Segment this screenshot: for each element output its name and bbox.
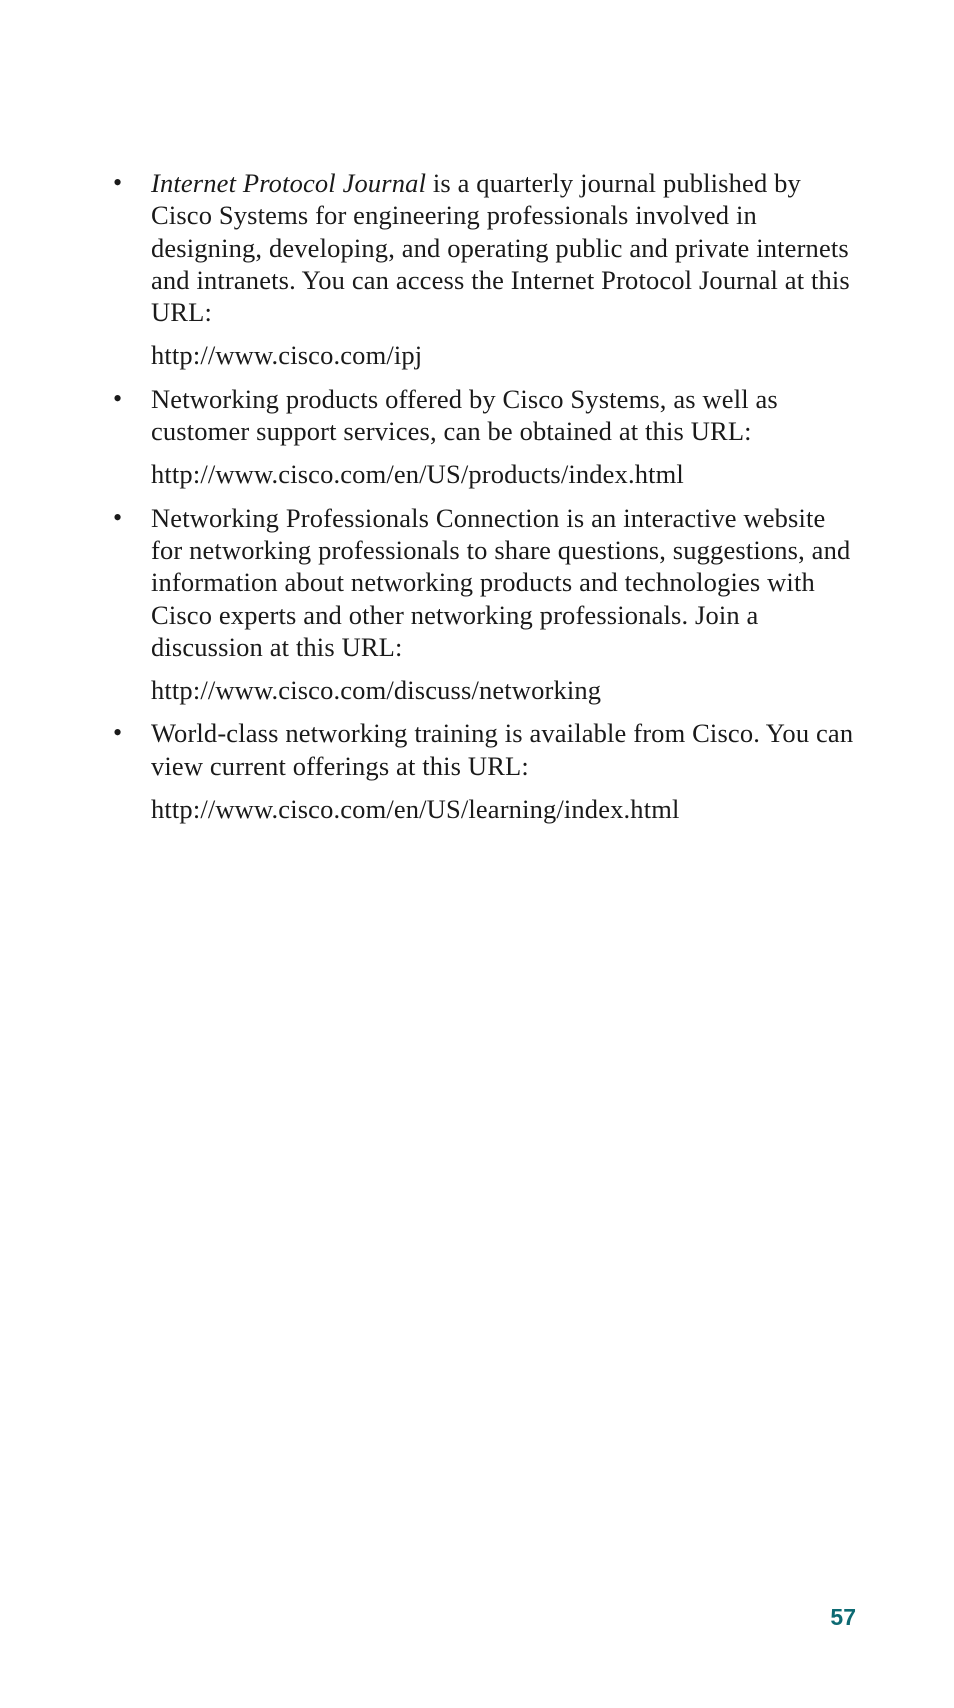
bullet-icon: • <box>113 718 123 748</box>
list-item-internet-protocol-journal <box>113 167 858 328</box>
list-item-text: Networking products offered by Cisco Systems, as well as customer support services, can be obtained at this URL: <box>151 383 778 447</box>
list-item-training <box>113 717 858 782</box>
bullet-list <box>113 167 858 836</box>
list-item-text: World-class networking training is available from Cisco. You can view current offerings at this URL: <box>151 718 854 781</box>
list-item-text: Networking Professionals Connection is an interactive website for networking professionals to share questions, suggestions, and information about networking products and technologies with Cisco experts and other networking professionals. Join a discussion at this URL: <box>151 502 851 662</box>
list-item-networking-professionals <box>113 502 858 663</box>
list-item-networking-products <box>113 383 858 448</box>
bullet-icon: • <box>113 502 123 532</box>
url-learning: http://www.cisco.com/en/US/learning/index.html <box>151 794 680 825</box>
url-discuss: http://www.cisco.com/discuss/networking <box>151 675 602 706</box>
journal-title: Internet Protocol Journal <box>151 168 427 198</box>
url-products: http://www.cisco.com/en/US/products/index.html <box>151 459 684 490</box>
page-number: 57 <box>830 1604 856 1630</box>
bullet-icon: • <box>113 168 123 197</box>
url-ipj: http://www.cisco.com/ipj <box>151 340 423 371</box>
bullet-icon: • <box>113 383 123 413</box>
list-item-text: is a quarterly journal published by Cisco Systems for engineering professionals involved in designing, developing, and operating public and private internets and intranets. You can access the Internet Protocol Journal at this URL: <box>151 168 850 328</box>
